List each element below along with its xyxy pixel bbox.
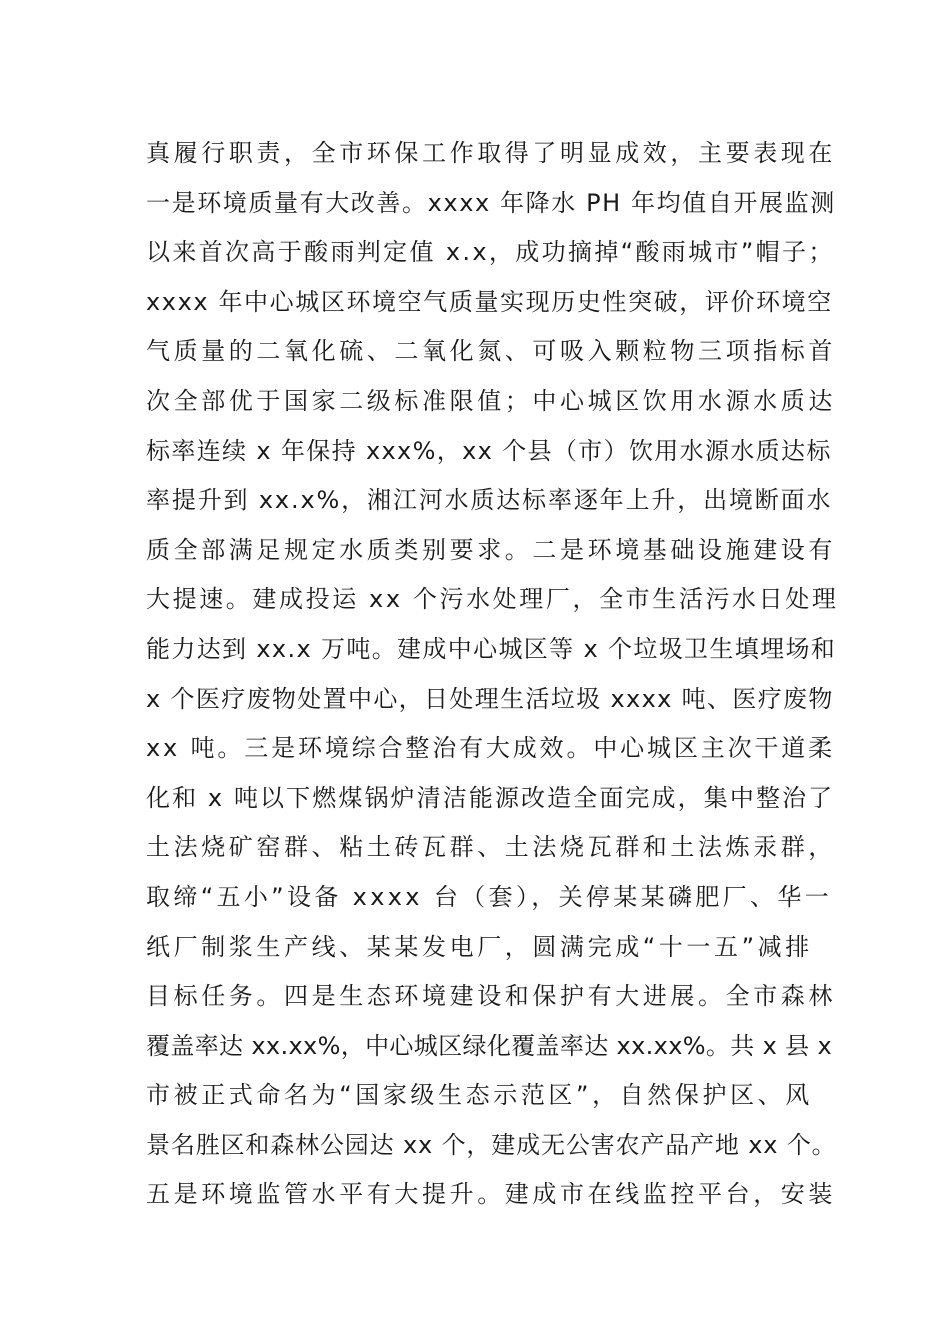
text-line: 质全部满足规定水质类别要求。二是环境基础设施建设有 <box>146 535 836 564</box>
text-line: 一是环境质量有大改善。xxxx 年降水 PH 年均值自开展监测 <box>146 188 836 217</box>
text-line: 次全部优于国家二级标准限值；中心城区饮用水源水质达 <box>146 386 836 415</box>
text-line: 气质量的二氧化硫、二氧化氮、可吸入颗粒物三项指标首 <box>146 337 836 366</box>
text-line: xx 吨。三是环境综合整治有大成效。中心城区主次干道柔 <box>146 734 835 763</box>
text-line: 取缔“五小”设备 xxxx 台（套），关停某某磷肥厂、华一 <box>146 882 833 911</box>
text-line: 覆盖率达 xx.xx%，中心城区绿化覆盖率达 xx.xx%。共 x 县 x <box>146 1031 832 1060</box>
text-line: 能力达到 xx.x 万吨。建成中心城区等 x 个垃圾卫生填埋场和 <box>146 634 837 663</box>
text-line: 市被正式命名为“国家级生态示范区”，自然保护区、风 <box>146 1081 813 1110</box>
text-line: 化和 x 吨以下燃煤锅炉清洁能源改造全面完成，集中整治了 <box>146 783 835 812</box>
text-line: 纸厂制浆生产线、某某发电厂，圆满完成“十一五”减排 <box>146 932 813 961</box>
text-line: 率提升到 xx.x%，湘江河水质达标率逐年上升，出境断面水 <box>146 486 833 515</box>
text-line: 土法烧矿窑群、粘土砖瓦群、土法烧瓦群和土法炼汞群， <box>146 833 836 862</box>
text-line: xxxx 年中心城区环境空气质量实现历史性突破，评价环境空 <box>146 287 833 316</box>
text-line: 五是环境监管水平有大提升。建成市在线监控平台，安装 <box>146 1180 836 1209</box>
text-line: 大提速。建成投运 xx 个污水处理厂，全市生活污水日处理 <box>146 585 839 614</box>
body-text <box>146 129 839 1220</box>
text-line: 真履行职责，全市环保工作取得了明显成效，主要表现在 <box>146 139 836 167</box>
text-line: 目标任务。四是生态环境建设和保护有大进展。全市森林 <box>146 982 836 1011</box>
text-line: 标率连续 x 年保持 xxx%，xx 个县（市）饮用水源水质达标 <box>146 436 832 465</box>
text-line: x 个医疗废物处置中心，日处理生活垃圾 xxxx 吨、医疗废物 <box>146 684 834 713</box>
text-line: 以来首次高于酸雨判定值 x.x，成功摘掉“酸雨城市”帽子； <box>146 238 835 267</box>
text-line: 景名胜区和森林公园达 xx 个，建成无公害农产品产地 xx 个。 <box>146 1130 837 1159</box>
